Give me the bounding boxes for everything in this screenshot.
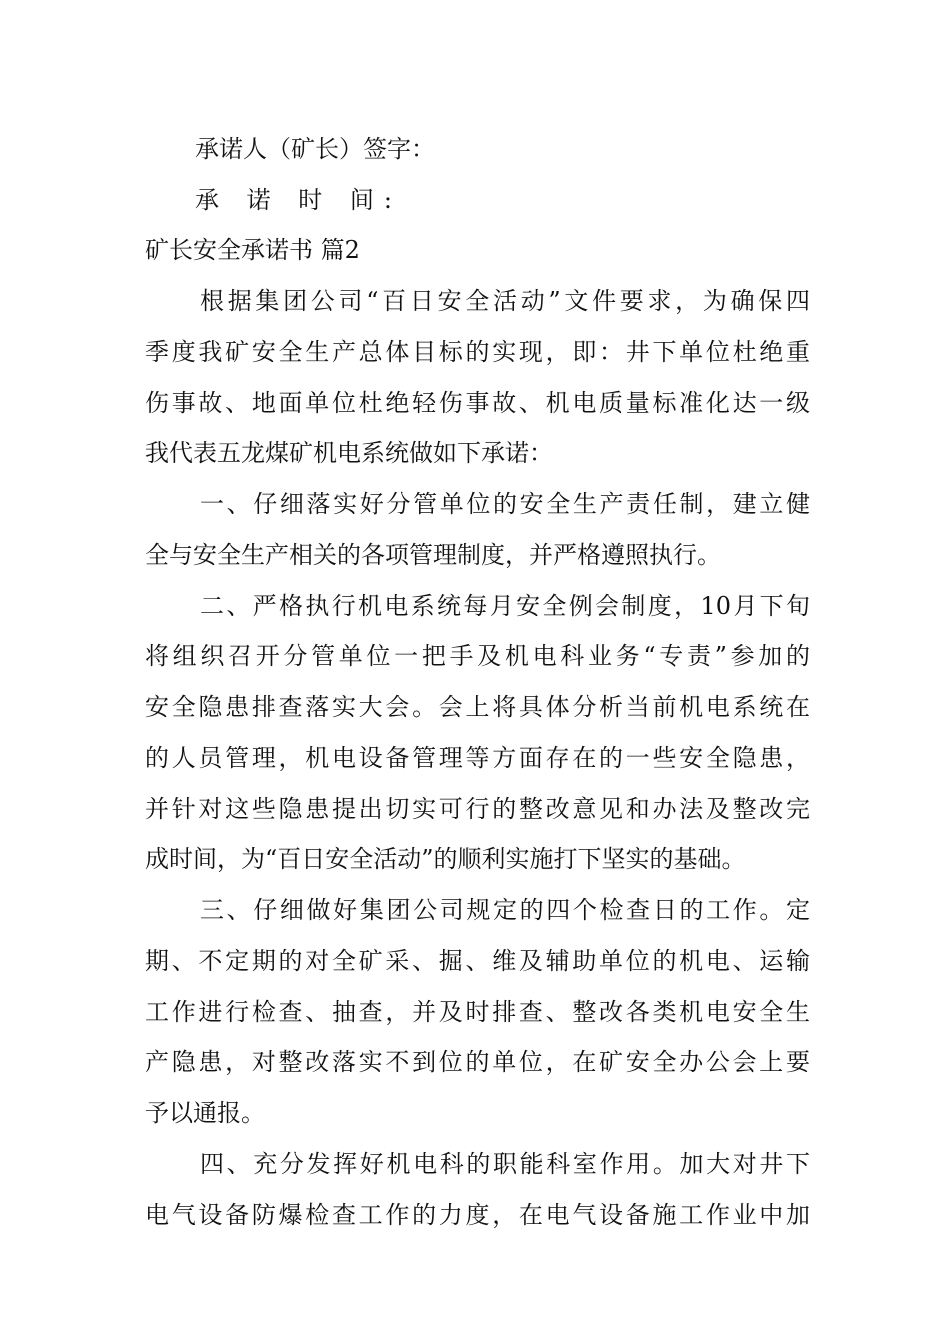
paragraph-line: 我代表五龙煤矿机电系统做如下承诺： — [145, 439, 553, 467]
paragraph-line: 期、不定期的对全矿采、掘、维及辅助单位的机电、运输 — [145, 947, 810, 975]
paragraph-line: 一、仔细落实好分管单位的安全生产责任制，建立健 — [200, 490, 810, 518]
date-label: 承 诺 时 间: — [195, 186, 402, 214]
paragraph-line: 并针对这些隐患提出切实可行的整改意见和办法及整改完 — [145, 795, 810, 823]
paragraph-line: 的人员管理，机电设备管理等方面存在的一些安全隐患， — [145, 744, 810, 772]
paragraph-line: 季度我矿安全生产总体目标的实现，即：井下单位杜绝重 — [145, 338, 810, 366]
paragraph-line: 产隐患，对整改落实不到位的单位，在矿安全办公会上要 — [145, 1048, 810, 1076]
paragraph-line: 伤事故、地面单位杜绝轻伤事故、机电质量标准化达一级 — [145, 389, 810, 417]
paragraph-line: 二、严格执行机电系统每月安全例会制度，10月下旬 — [200, 592, 810, 620]
paragraph-line: 根据集团公司“百日安全活动”文件要求，为确保四 — [200, 287, 810, 315]
paragraph-line: 予以通报。 — [145, 1099, 265, 1127]
paragraph-line: 三、仔细做好集团公司规定的四个检查日的工作。定 — [200, 896, 810, 924]
paragraph-line: 安全隐患排查落实大会。会上将具体分析当前机电系统在 — [145, 693, 810, 721]
paragraph-line: 电气设备防爆检查工作的力度，在电气设备施工作业中加 — [145, 1201, 810, 1229]
paragraph-line: 成时间，为“百日安全活动”的顺利实施打下坚实的基础。 — [145, 845, 746, 873]
paragraph-line: 工作进行检查、抽查，并及时排查、整改各类机电安全生 — [145, 998, 810, 1026]
signer-label: 承诺人（矿长）签字： — [195, 135, 435, 163]
paragraph-line: 四、充分发挥好机电科的职能科室作用。加大对井下 — [200, 1150, 810, 1178]
section-title: 矿长安全承诺书 篇2 — [145, 236, 360, 264]
paragraph-line: 将组织召开分管单位一把手及机电科业务“专责”参加的 — [145, 642, 810, 670]
paragraph-line: 全与安全生产相关的各项管理制度，并严格遵照执行。 — [145, 541, 721, 569]
